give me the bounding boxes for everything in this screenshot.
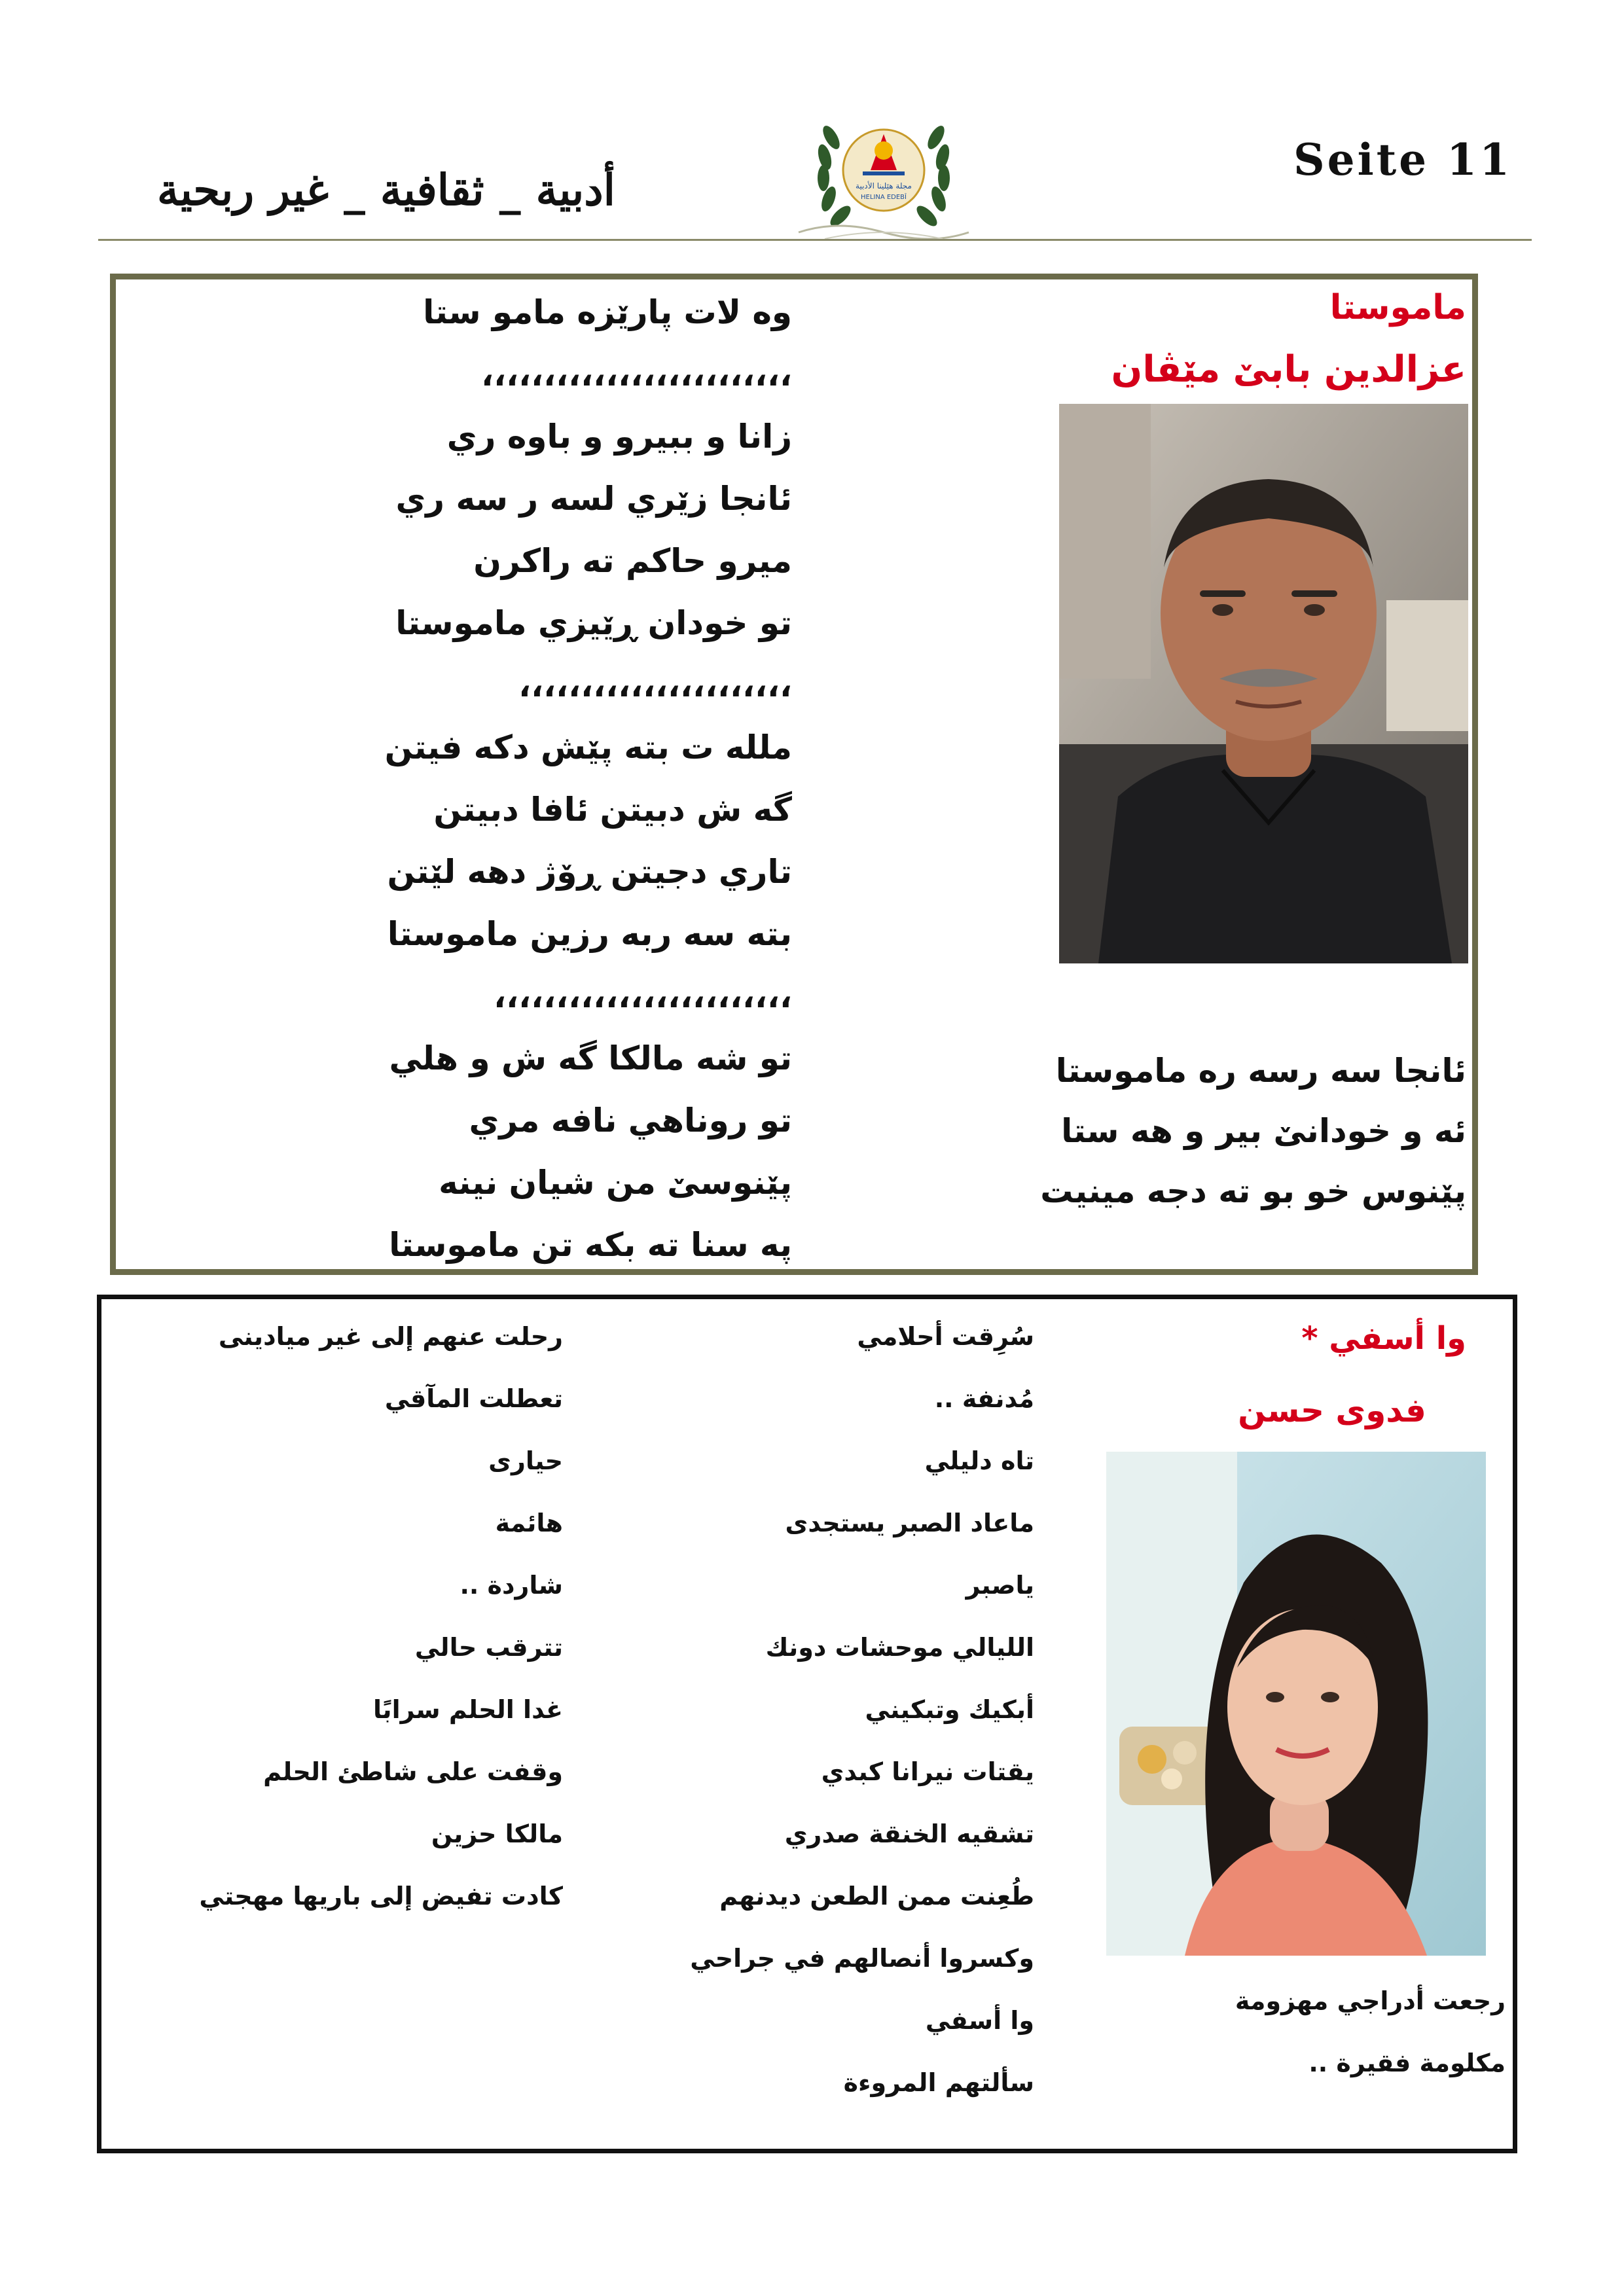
arabic-poem-column-left [131,1306,563,1928]
arabic-poem-column-middle [589,1306,1034,2114]
poet-name: فدوى حسن [1238,1391,1426,1429]
poem-line: مُدنفة .. [934,1384,1034,1413]
poem-line: پێنوسێ من شيان نينه [439,1164,792,1202]
kurdish-poem [249,281,792,1276]
poem-line: سُرِقت أحلامي [857,1322,1034,1351]
poem-separator: ،،،،،،،،،،،،،،،،،،،،،، [518,666,792,704]
stanza-line: پێنوس خو بو ته دجه مينيت [1040,1172,1466,1210]
header-tagline: أدبية _ ثقافية _ غير ربحية [157,164,615,215]
header-divider [98,239,1532,241]
poem-line: وه لات پارێزه مامو ستا [423,293,792,331]
poem-line: تاه دليلي [924,1446,1034,1475]
poem-line: مللە ت بتە پێش دكە فيتن [384,728,792,766]
poem-line: وا أسفي [925,2006,1034,2035]
poem-line: تو خودان ڕێيزي ماموستا [395,604,792,642]
poem-line: شاردة .. [460,1571,563,1600]
poem-line: الليالي موحشات دونك [765,1633,1034,1662]
poem-line: ماعاد الصبر يستجدى [785,1509,1034,1537]
poem-line: تعطلت المآقي [384,1384,563,1413]
poem-line: پە سنا تە بكە تن ماموستا [389,1226,792,1264]
magazine-logo [785,98,982,249]
poem-line: كادت تفيض إلى باريها مهجتي [199,1882,563,1910]
poem-separator: ،،،،،،،،،،،،،،،،،،،،،،،،، [481,355,792,393]
poem-line: تشقيه الخنقة صدري [784,1820,1034,1848]
stanza-line: ئانجا سه رسه ره ماموستا [1055,1052,1466,1090]
poem-line: بته سه ربه رزين ماموستا [387,915,792,953]
poet-photo [1106,1452,1486,1956]
poem-line: مكلومة فقيرة .. [1308,2049,1506,2077]
poem-line: ميرو حاكم ته راكرن [473,542,792,580]
poem-line: ئانجا زێري لسه ر سه ري [395,480,792,518]
poem-line: حيارى [488,1446,563,1475]
page-number-label: Seite 11 [1293,134,1512,185]
poem-line: تو روناهي نافه مري [469,1102,792,1139]
poem-line: تترقب حالي [414,1633,563,1662]
poem-line: وقفت على شاطئ الحلم [263,1757,563,1786]
poem-line: گە ش دبيتن ئافا دبيتن [433,791,792,829]
poem-line: مالكا حزين [431,1820,563,1848]
poem-line: تو شه مالكا گه ش و هلي [389,1039,792,1077]
poem-title: وا أسفي * [1301,1320,1466,1357]
poem-line: هائمة [495,1509,563,1537]
poem-line: سألتهم المروءة [843,2068,1034,2097]
poem-line: زانا و ببيرو و باوه ري [446,418,792,456]
arabic-poem-column-right [1178,1970,1506,2094]
poem-line: رجعت أدراجي مهزومة [1235,1986,1506,2015]
poem-line: تاري دجيتن ڕۆژ دهه لێتن [387,853,792,891]
author-role: ماموستا [1329,288,1466,327]
poem-line: رحلت عنهم إلى غير ميادينى [218,1322,563,1351]
kurdish-closing-stanza [982,1041,1466,1221]
poem-line: يقتات نيرانا كبدي [821,1757,1034,1786]
svg-text:مجلة هێلینا الأدبیة: مجلة هێلینا الأدبیة [856,181,912,190]
poem-line: أبكيك وتبكيني [865,1695,1034,1724]
author-photo [1059,404,1468,963]
svg-text:HELINA EDEBÎ: HELINA EDEBÎ [860,194,907,201]
poem-line: ياصبر [965,1571,1034,1600]
author-name: عزالدين بابێ مێڤان [1111,348,1466,391]
poem-separator: ،،،،،،،،،،،،،،،،،،،،،،،، [494,977,792,1015]
poem-line: طُعِنت ممن الطعن ديدنهم [719,1882,1034,1910]
poem-line: وكسروا أنصالهم في جراحي [690,1944,1034,1973]
poem-line: غدا الحلم سرابًا [373,1695,563,1724]
stanza-line: ئه و خودانێ بير و هه ستا [1061,1112,1466,1150]
